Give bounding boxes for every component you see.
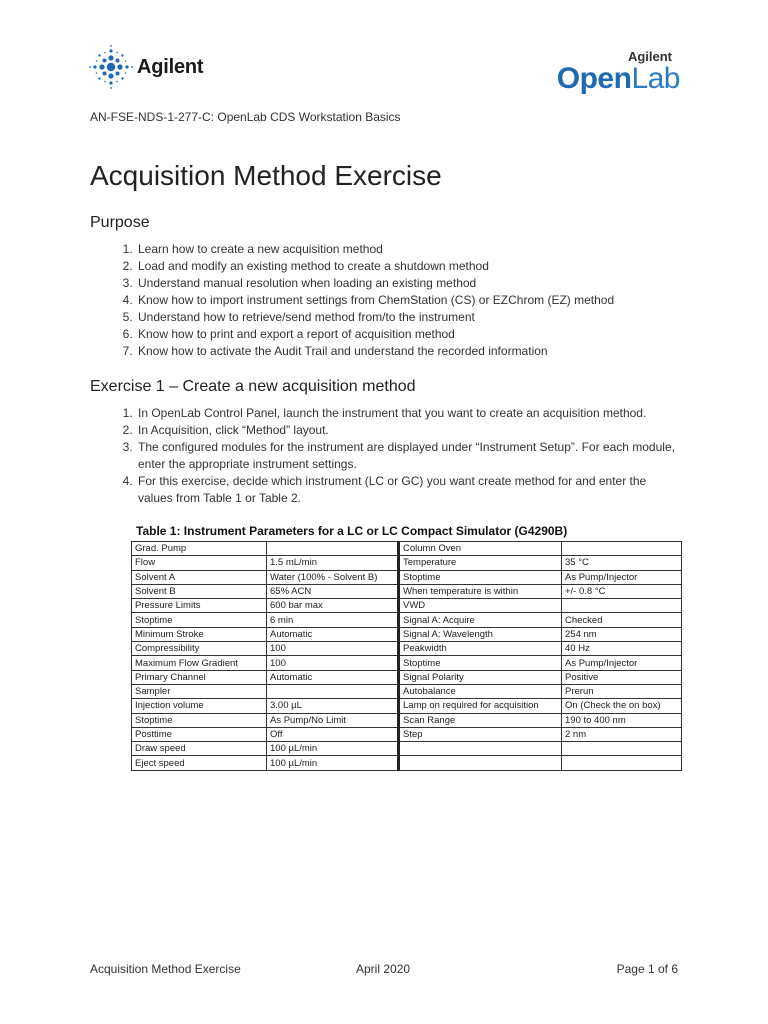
table-cell: As Pump/No Limit — [267, 713, 399, 727]
list-item: 2. In Acquisition, click “Method” layout. — [136, 422, 676, 439]
table-cell: Injection volume — [132, 699, 267, 713]
table-cell: Minimum Stroke — [132, 627, 267, 641]
table-cell — [267, 542, 399, 556]
table-cell: Draw speed — [132, 742, 267, 756]
table-cell: Automatic — [267, 670, 399, 684]
table-cell: Signal Polarity — [399, 670, 562, 684]
table-cell: 100 µL/min — [267, 742, 399, 756]
footer-date: April 2020 — [356, 962, 411, 976]
table-cell: Temperature — [399, 556, 562, 570]
table-row — [132, 556, 682, 570]
list-item: 1. In OpenLab Control Panel, launch the instrument that you want to create an acquisition method. — [136, 405, 676, 422]
table-cell: 3.00 µL — [267, 699, 399, 713]
openlab-logo — [557, 50, 680, 94]
table-cell: When temperature is within — [399, 584, 562, 598]
table-cell: Signal A: Wavelength — [399, 627, 562, 641]
table-cell: Column Oven — [399, 542, 562, 556]
openlab-logo-lab: Lab — [631, 62, 680, 95]
table-cell: 100 — [267, 656, 399, 670]
list-item: 3. Understand manual resolution when loading an existing method — [136, 275, 696, 292]
table-row — [132, 627, 682, 641]
table-cell: Posttime — [132, 727, 267, 741]
table-cell: Stoptime — [399, 656, 562, 670]
table-cell: Stoptime — [132, 713, 267, 727]
table-cell: 40 Hz — [562, 642, 682, 656]
table-row — [132, 670, 682, 684]
table-cell: Primary Channel — [132, 670, 267, 684]
table-cell: Peakwidth — [399, 642, 562, 656]
table-cell: Solvent A — [132, 570, 267, 584]
table-cell: Maximum Flow Gradient — [132, 656, 267, 670]
purpose-list — [112, 241, 696, 360]
footer-page-number: Page 1 of 6 — [616, 962, 678, 976]
table-cell — [399, 742, 562, 756]
table-cell: Compressibility — [132, 642, 267, 656]
table-cell: Off — [267, 727, 399, 741]
table-row — [132, 727, 682, 741]
table-cell: Prerun — [562, 684, 682, 698]
footer-title: Acquisition Method Exercise — [90, 962, 241, 976]
agilent-spark-icon — [88, 44, 134, 90]
table-cell: 65% ACN — [267, 584, 399, 598]
list-item: 2. Load and modify an existing method to create a shutdown method — [136, 258, 696, 275]
table-cell — [267, 684, 399, 698]
table-cell: VWD — [399, 599, 562, 613]
list-item: 4. Know how to import instrument settings from ChemStation (CS) or EZChrom (EZ) method — [136, 292, 696, 309]
table-cell — [562, 742, 682, 756]
table-cell: Pressure Limits — [132, 599, 267, 613]
agilent-logo — [88, 44, 203, 90]
table-cell: Lamp on required for acquisition — [399, 699, 562, 713]
table-cell: Signal A: Acquire — [399, 613, 562, 627]
table-cell: Step — [399, 727, 562, 741]
table-cell — [399, 756, 562, 770]
table-cell: 100 — [267, 642, 399, 656]
table1-caption: Table 1: Instrument Parameters for a LC or LC Compact Simulator (G4290B) — [136, 524, 568, 538]
table-cell: Stoptime — [399, 570, 562, 584]
table-cell: Eject speed — [132, 756, 267, 770]
list-item: 7. Know how to activate the Audit Trail and understand the recorded information — [136, 343, 696, 360]
table-cell: Autobalance — [399, 684, 562, 698]
list-item: 4. For this exercise, decide which instrument (LC or GC) you want create method for and enter the values from Table 1 or Table 2. — [136, 473, 676, 507]
table-row — [132, 584, 682, 598]
table-cell: Stoptime — [132, 613, 267, 627]
table-cell: 254 nm — [562, 627, 682, 641]
page-title: Acquisition Method Exercise — [90, 160, 442, 191]
exercise1-steps — [112, 405, 676, 507]
document-id: AN-FSE-NDS-1-277-C: OpenLab CDS Workstation Basics — [90, 110, 401, 124]
openlab-logo-agilent: Agilent — [627, 49, 672, 64]
table-cell: 6 min — [267, 613, 399, 627]
table-cell — [562, 756, 682, 770]
table-row — [132, 570, 682, 584]
table-cell: 2 nm — [562, 727, 682, 741]
table-cell: Water (100% - Solvent B) — [267, 570, 399, 584]
table-row — [132, 756, 682, 770]
table-cell: 100 µL/min — [267, 756, 399, 770]
list-item: 6. Know how to print and export a report of acquisition method — [136, 326, 696, 343]
table-row — [132, 542, 682, 556]
table-row — [132, 656, 682, 670]
table-cell: As Pump/Injector — [562, 570, 682, 584]
table-cell: Solvent B — [132, 584, 267, 598]
table-row — [132, 642, 682, 656]
table-cell: 600 bar max — [267, 599, 399, 613]
table-cell: Scan Range — [399, 713, 562, 727]
table-cell: Automatic — [267, 627, 399, 641]
table-cell: 1.5 mL/min — [267, 556, 399, 570]
table-cell: 35 °C — [562, 556, 682, 570]
table-cell: Grad. Pump — [132, 542, 267, 556]
list-item: 5. Understand how to retrieve/send method from/to the instrument — [136, 309, 696, 326]
agilent-brand-text: Agilent — [137, 55, 204, 78]
table-cell: Sampler — [132, 684, 267, 698]
table-cell: +/- 0.8 °C — [562, 584, 682, 598]
table-cell: As Pump/Injector — [562, 656, 682, 670]
table-row — [132, 742, 682, 756]
table-cell: Positive — [562, 670, 682, 684]
table-cell: Checked — [562, 613, 682, 627]
table-cell: 190 to 400 nm — [562, 713, 682, 727]
table-cell — [562, 542, 682, 556]
instrument-parameters-table — [131, 541, 682, 771]
table-row — [132, 613, 682, 627]
table-row — [132, 713, 682, 727]
table-cell: Flow — [132, 556, 267, 570]
exercise1-heading: Exercise 1 – Create a new acquisition method — [90, 378, 416, 395]
table-cell — [562, 599, 682, 613]
list-item: 1. Learn how to create a new acquisition method — [136, 241, 696, 258]
table-row — [132, 699, 682, 713]
openlab-logo-open: Open — [556, 62, 632, 95]
table-row — [132, 684, 682, 698]
table-cell: On (Check the on box) — [562, 699, 682, 713]
table-row — [132, 599, 682, 613]
list-item: 3. The configured modules for the instrument are displayed under “Instrument Setup”. For each module, enter the appropriate instrument settings. — [136, 439, 676, 473]
purpose-heading: Purpose — [90, 214, 150, 231]
